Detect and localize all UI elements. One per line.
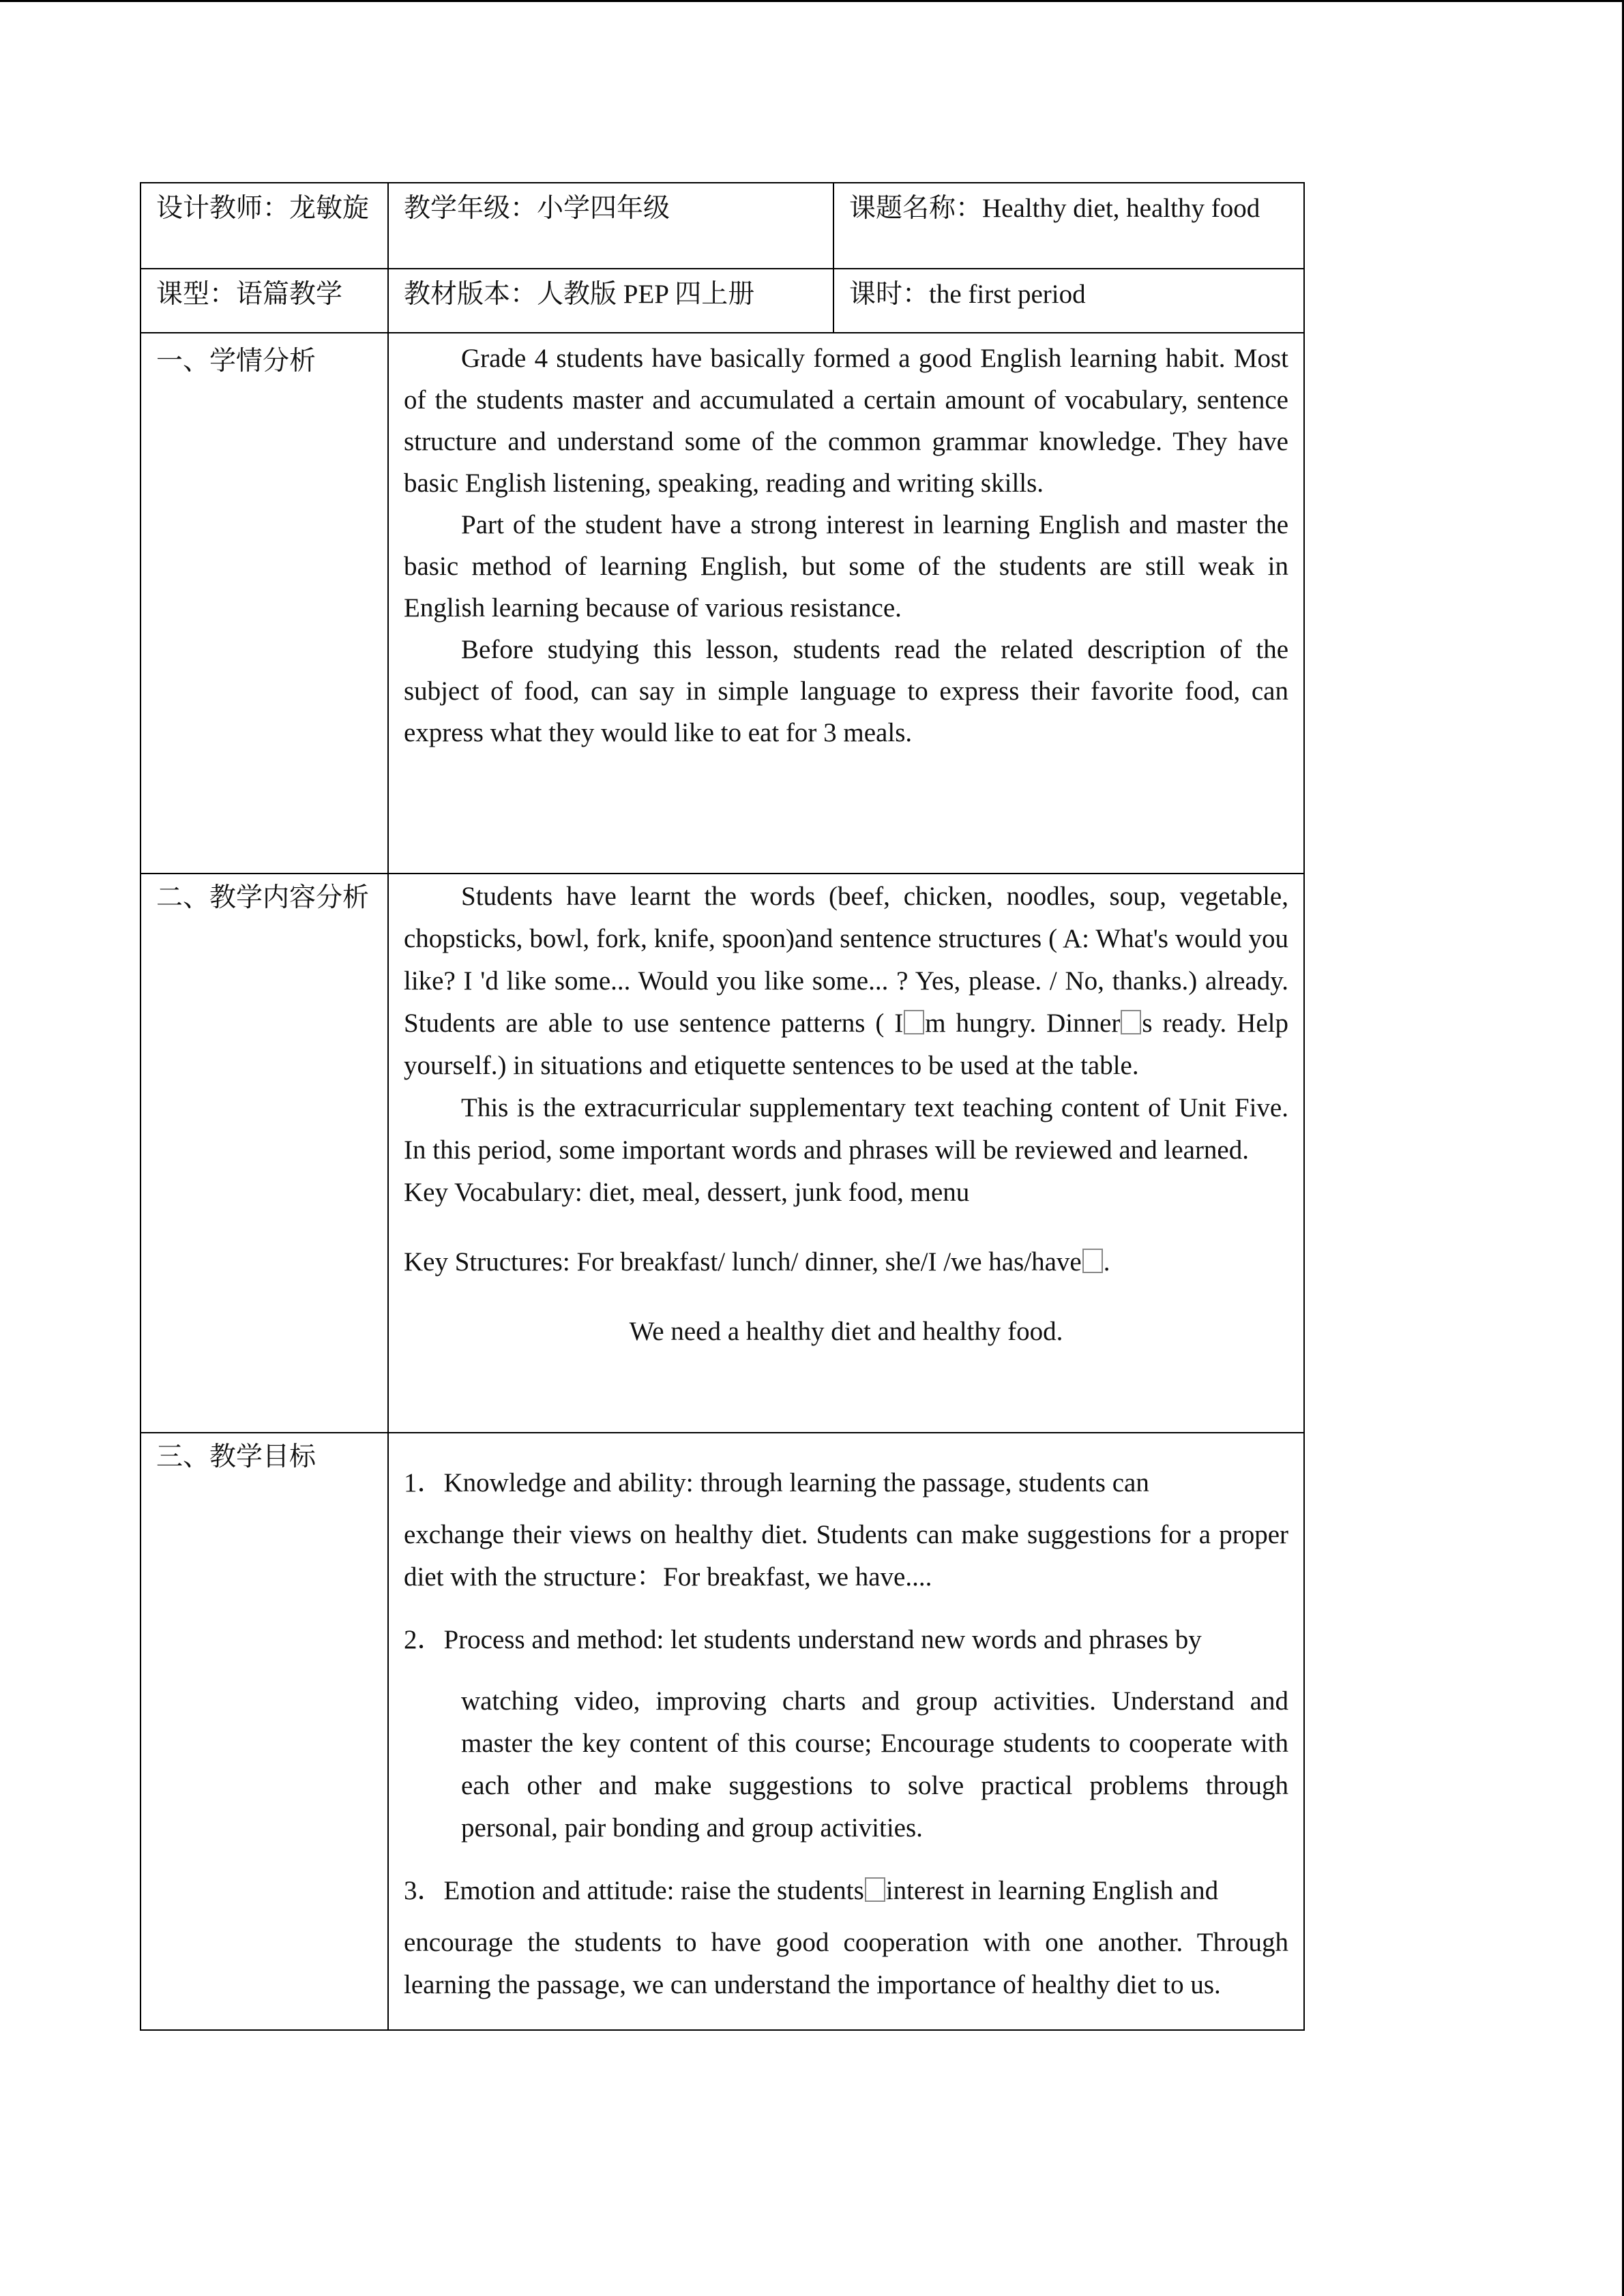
- paragraph: Part of the student have a strong interest in learning English and master the basic method of learning English, but some of the students are still weak in English learning because of various resistance.: [404, 510, 1288, 623]
- lesson-plan-table: [140, 182, 1305, 2031]
- section-label: 三、教学目标: [156, 1442, 316, 1472]
- header-row-2: [141, 269, 1304, 333]
- missing-glyph-icon: [1121, 1010, 1141, 1034]
- topic-cell: [833, 183, 1304, 269]
- page-top-border: [0, 0, 1624, 2]
- missing-glyph-icon: [865, 1877, 885, 1902]
- teacher-cell: [141, 183, 388, 269]
- text-run: m hungry. Dinner: [925, 1009, 1121, 1038]
- topic-text: 课题名称：Healthy diet, healthy food: [849, 194, 1260, 223]
- period-cell: [833, 269, 1304, 333]
- lesson-type-text: 课型：语篇教学: [156, 280, 343, 309]
- paragraph: [404, 1241, 1288, 1283]
- paragraph: This is the extracurricular supplementary text teaching content of Unit Five. In this period, some important words and phrases will be reviewed and learned.: [404, 1093, 1288, 1165]
- section-content: [388, 333, 1304, 874]
- section-label: 二、教学内容分析: [156, 883, 370, 912]
- objective-item: 1．Knowledge and ability: through learning the passage, students can: [404, 1468, 1149, 1497]
- text-run: .: [1103, 1247, 1110, 1277]
- section-label-cell: [141, 874, 388, 1433]
- grade-cell: [388, 183, 833, 269]
- objective-item: [404, 1860, 1288, 1922]
- objective-item-continued: exchange their views on healthy diet. Students can make suggestions for a proper diet with the structure：For breakfast, we have....: [404, 1520, 1288, 1592]
- section-content: [388, 874, 1304, 1433]
- teacher-text: 设计教师：龙敏旋: [156, 194, 370, 223]
- text-run: interest in learning English and: [885, 1876, 1219, 1905]
- paragraph: Key Vocabulary: diet, meal, dessert, junk food, menu: [404, 1178, 970, 1207]
- section-label-cell: [141, 1433, 388, 2030]
- paragraph: We need a healthy diet and healthy food.: [629, 1317, 1063, 1346]
- text-run: 3．Emotion and attitude: raise the students: [404, 1876, 864, 1905]
- objective-item: 2．Process and method: let students understand new words and phrases by: [404, 1625, 1202, 1654]
- paragraph: Grade 4 students have basically formed a good English learning habit. Most of the students master and accumulated a certain amount of vocabulary, sentence structure and understand some of the common grammar knowledge. They have basic English listening, speaking, reading and writing skills.: [404, 344, 1288, 498]
- header-row-1: [141, 183, 1304, 269]
- text-run: Key Structures: For breakfast/ lunch/ dinner, she/I /we has/have: [404, 1247, 1082, 1277]
- text-run: Students have learnt the words (beef, chicken, noodles, soup, vegetable, chopsticks, bowl, fork, knife, spoon)and sentence structures ( A: What's would you like? I 'd like some... Would you like some... ? Yes, please. / No, thanks.) already. Students are able to use sentence patterns ( I: [404, 882, 1288, 1038]
- section-content-analysis: [141, 874, 1304, 1433]
- section-label: 一、学情分析: [156, 346, 316, 376]
- period-text: 课时：the first period: [849, 280, 1086, 309]
- grade-text: 教学年级：小学四年级: [404, 194, 670, 223]
- section-label-cell: [141, 333, 388, 874]
- section-learner-analysis: [141, 333, 1304, 874]
- missing-glyph-icon: [1082, 1249, 1103, 1273]
- paragraph: [404, 876, 1288, 1087]
- lesson-type-cell: [141, 269, 388, 333]
- objective-item-continued: watching video, improving charts and group activities. Understand and master the key content of this course; Encourage students to cooperate with each other and make suggestions to solve practical problems through personal, pair bonding and group activities.: [461, 1686, 1288, 1843]
- textbook-cell: [388, 269, 833, 333]
- section-content: [388, 1433, 1304, 2030]
- section-teaching-objectives: [141, 1433, 1304, 2030]
- paragraph: Before studying this lesson, students read the related description of the subject of food, can say in simple language to express their favorite food, can express what they would like to eat for 3 meals.: [404, 635, 1288, 747]
- objective-item-continued: encourage the students to have good cooperation with one another. Through learning the passage, we can understand the importance of healthy diet to us.: [404, 1928, 1288, 1999]
- text-run: s ready. Help yourself.) in situations and etiquette sentences to be used at the table.: [404, 1009, 1289, 1080]
- textbook-text: 教材版本：人教版 PEP 四上册: [404, 280, 755, 309]
- missing-glyph-icon: [904, 1010, 924, 1034]
